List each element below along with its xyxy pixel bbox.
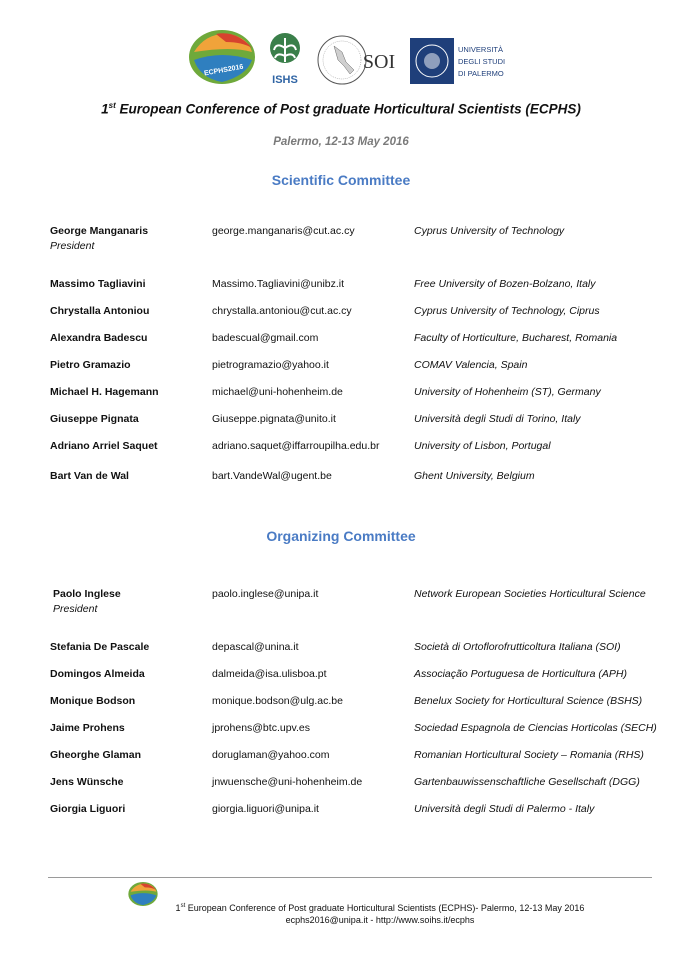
member-email[interactable]: bart.VandeWal@ugent.be <box>212 470 332 482</box>
member-affiliation: Free University of Bozen-Bolzano, Italy <box>414 278 596 290</box>
member-name: Domingos Almeida <box>50 668 145 680</box>
member-name: Gheorghe Glaman <box>50 749 142 761</box>
committee-member-row <box>0 278 682 308</box>
member-affiliation: University of Lisbon, Portugal <box>414 440 551 452</box>
scientific-committee-heading: Scientific Committee <box>271 172 411 188</box>
member-name: Stefania De Pascale <box>50 641 150 653</box>
member-affiliation: COMAV Valencia, Spain <box>414 359 528 371</box>
footer-conference-text: European Conference of Post graduate Horticultural Scientists (ECPHS)- Palermo, 12-13 May 2016 <box>185 903 585 913</box>
member-affiliation: Università degli Studi di Torino, Italy <box>414 413 581 425</box>
member-name: George Manganaris <box>50 225 149 237</box>
footer-text <box>140 900 620 926</box>
committee-member-row <box>0 225 682 255</box>
member-affiliation: University of Hohenheim (ST), Germany <box>414 386 601 398</box>
member-name: Giorgia Liguori <box>50 803 126 815</box>
title-text: European Conference of Post graduate Horticultural Scientists (ECPHS) <box>115 101 581 117</box>
committee-member-row <box>0 695 682 725</box>
member-name: Jens Wünsche <box>50 776 124 788</box>
unipa-logo-text: UNIVERSITÀ <box>458 45 504 54</box>
member-email[interactable]: adriano.saquet@iffarroupilha.edu.br <box>212 440 380 452</box>
ecphs-logo-text: ECPHS2016 <box>203 63 244 78</box>
member-name: Giuseppe Pignata <box>50 413 139 425</box>
footer-ordinal-sup: st <box>180 903 186 909</box>
member-name: Monique Bodson <box>50 695 136 707</box>
member-email[interactable]: Massimo.Tagliavini@unibz.it <box>212 278 345 290</box>
committee-member-row <box>0 413 682 443</box>
member-email[interactable]: monique.bodson@ulg.ac.be <box>212 695 343 707</box>
member-email[interactable]: badescual@gmail.com <box>212 332 319 344</box>
soi-logo-text: SOI <box>362 51 396 73</box>
title-ordinal: 1 <box>101 101 109 117</box>
committee-member-row <box>0 470 682 500</box>
member-email[interactable]: chrystalla.antoniou@cut.ac.cy <box>212 305 352 317</box>
organizing-committee-heading: Organizing Committee <box>266 528 416 544</box>
member-name: Bart Van de Wal <box>50 470 129 482</box>
member-email[interactable]: giorgia.liguori@unipa.it <box>212 803 319 815</box>
member-email[interactable]: jnwuensche@uni-hohenheim.de <box>212 776 363 788</box>
member-email[interactable]: michael@uni-hohenheim.de <box>212 386 343 398</box>
committee-member-row <box>0 803 682 833</box>
unipa-logo-text-2: DEGLI STUDI <box>458 57 506 66</box>
member-affiliation: Università degli Studi di Palermo - Italy <box>414 803 595 815</box>
committee-member-row <box>0 359 682 389</box>
committee-member-row <box>0 440 682 470</box>
member-email[interactable]: pietrogramazio@yahoo.it <box>212 359 329 371</box>
committee-member-row <box>0 332 682 362</box>
member-role: President <box>53 603 98 615</box>
ecphs-logo <box>186 26 258 88</box>
member-affiliation: Gartenbauwissenschaftliche Gesellschaft (DGG) <box>414 776 640 788</box>
member-affiliation: Cyprus University of Technology, Ciprus <box>414 305 600 317</box>
member-name: Michael H. Hagemann <box>50 386 159 398</box>
member-affiliation: Faculty of Horticulture, Bucharest, Romania <box>414 332 618 344</box>
footer-line-1 <box>140 900 620 914</box>
unipa-logo <box>410 38 510 88</box>
member-email[interactable]: Giuseppe.pignata@unito.it <box>212 413 336 425</box>
committee-member-row <box>0 588 682 618</box>
logo-bar <box>0 24 682 94</box>
committee-member-row <box>0 386 682 416</box>
conference-title <box>0 101 682 117</box>
member-name: Chrystalla Antoniou <box>50 305 150 317</box>
committee-member-row <box>0 668 682 698</box>
title-ordinal-sup: st <box>108 101 116 110</box>
soi-logo <box>316 34 398 88</box>
member-role: President <box>50 240 95 252</box>
footer-contact: ecphs2016@unipa.it - http://www.soihs.it/ecphs <box>285 915 475 925</box>
unipa-logo-text-3: DI PALERMO <box>458 69 504 78</box>
ishs-logo <box>266 30 304 88</box>
member-affiliation: Cyprus University of Technology <box>414 225 565 237</box>
member-email[interactable]: george.manganaris@cut.ac.cy <box>212 225 355 237</box>
member-name: Paolo Inglese <box>53 588 121 600</box>
committee-member-row <box>0 776 682 806</box>
footer-ordinal: 1 <box>175 903 181 913</box>
member-affiliation: Società di Ortoflorofrutticoltura Italiana (SOI) <box>414 641 621 653</box>
member-name: Jaime Prohens <box>50 722 125 734</box>
ishs-logo-text: ISHS <box>272 74 298 86</box>
member-email[interactable]: dalmeida@isa.ulisboa.pt <box>212 668 327 680</box>
footer-divider <box>48 877 652 878</box>
member-email[interactable]: doruglaman@yahoo.com <box>212 749 330 761</box>
member-affiliation: Benelux Society for Horticultural Science (BSHS) <box>414 695 643 707</box>
member-name: Adriano Arriel Saquet <box>50 440 158 452</box>
member-email[interactable]: paolo.inglese@unipa.it <box>212 588 319 600</box>
member-email[interactable]: jprohens@btc.upv.es <box>212 722 311 734</box>
member-affiliation: Ghent University, Belgium <box>414 470 535 482</box>
committee-member-row <box>0 722 682 752</box>
member-affiliation: Network European Societies Horticultural Science <box>414 588 646 600</box>
committee-member-row <box>0 305 682 335</box>
conference-date: Palermo, 12-13 May 2016 <box>273 136 409 148</box>
member-name: Massimo Tagliavini <box>50 278 146 290</box>
member-name: Pietro Gramazio <box>50 359 131 371</box>
member-affiliation: Associação Portuguesa de Horticultura (APH) <box>414 668 628 680</box>
committee-member-row <box>0 641 682 671</box>
member-affiliation: Romanian Horticultural Society – Romania (RHS) <box>414 749 644 761</box>
member-affiliation: Sociedad Espagnola de Ciencias Horticolas (SECH) <box>414 722 657 734</box>
committee-member-row <box>0 749 682 779</box>
member-name: Alexandra Badescu <box>50 332 148 344</box>
member-email[interactable]: depascal@unina.it <box>212 641 299 653</box>
